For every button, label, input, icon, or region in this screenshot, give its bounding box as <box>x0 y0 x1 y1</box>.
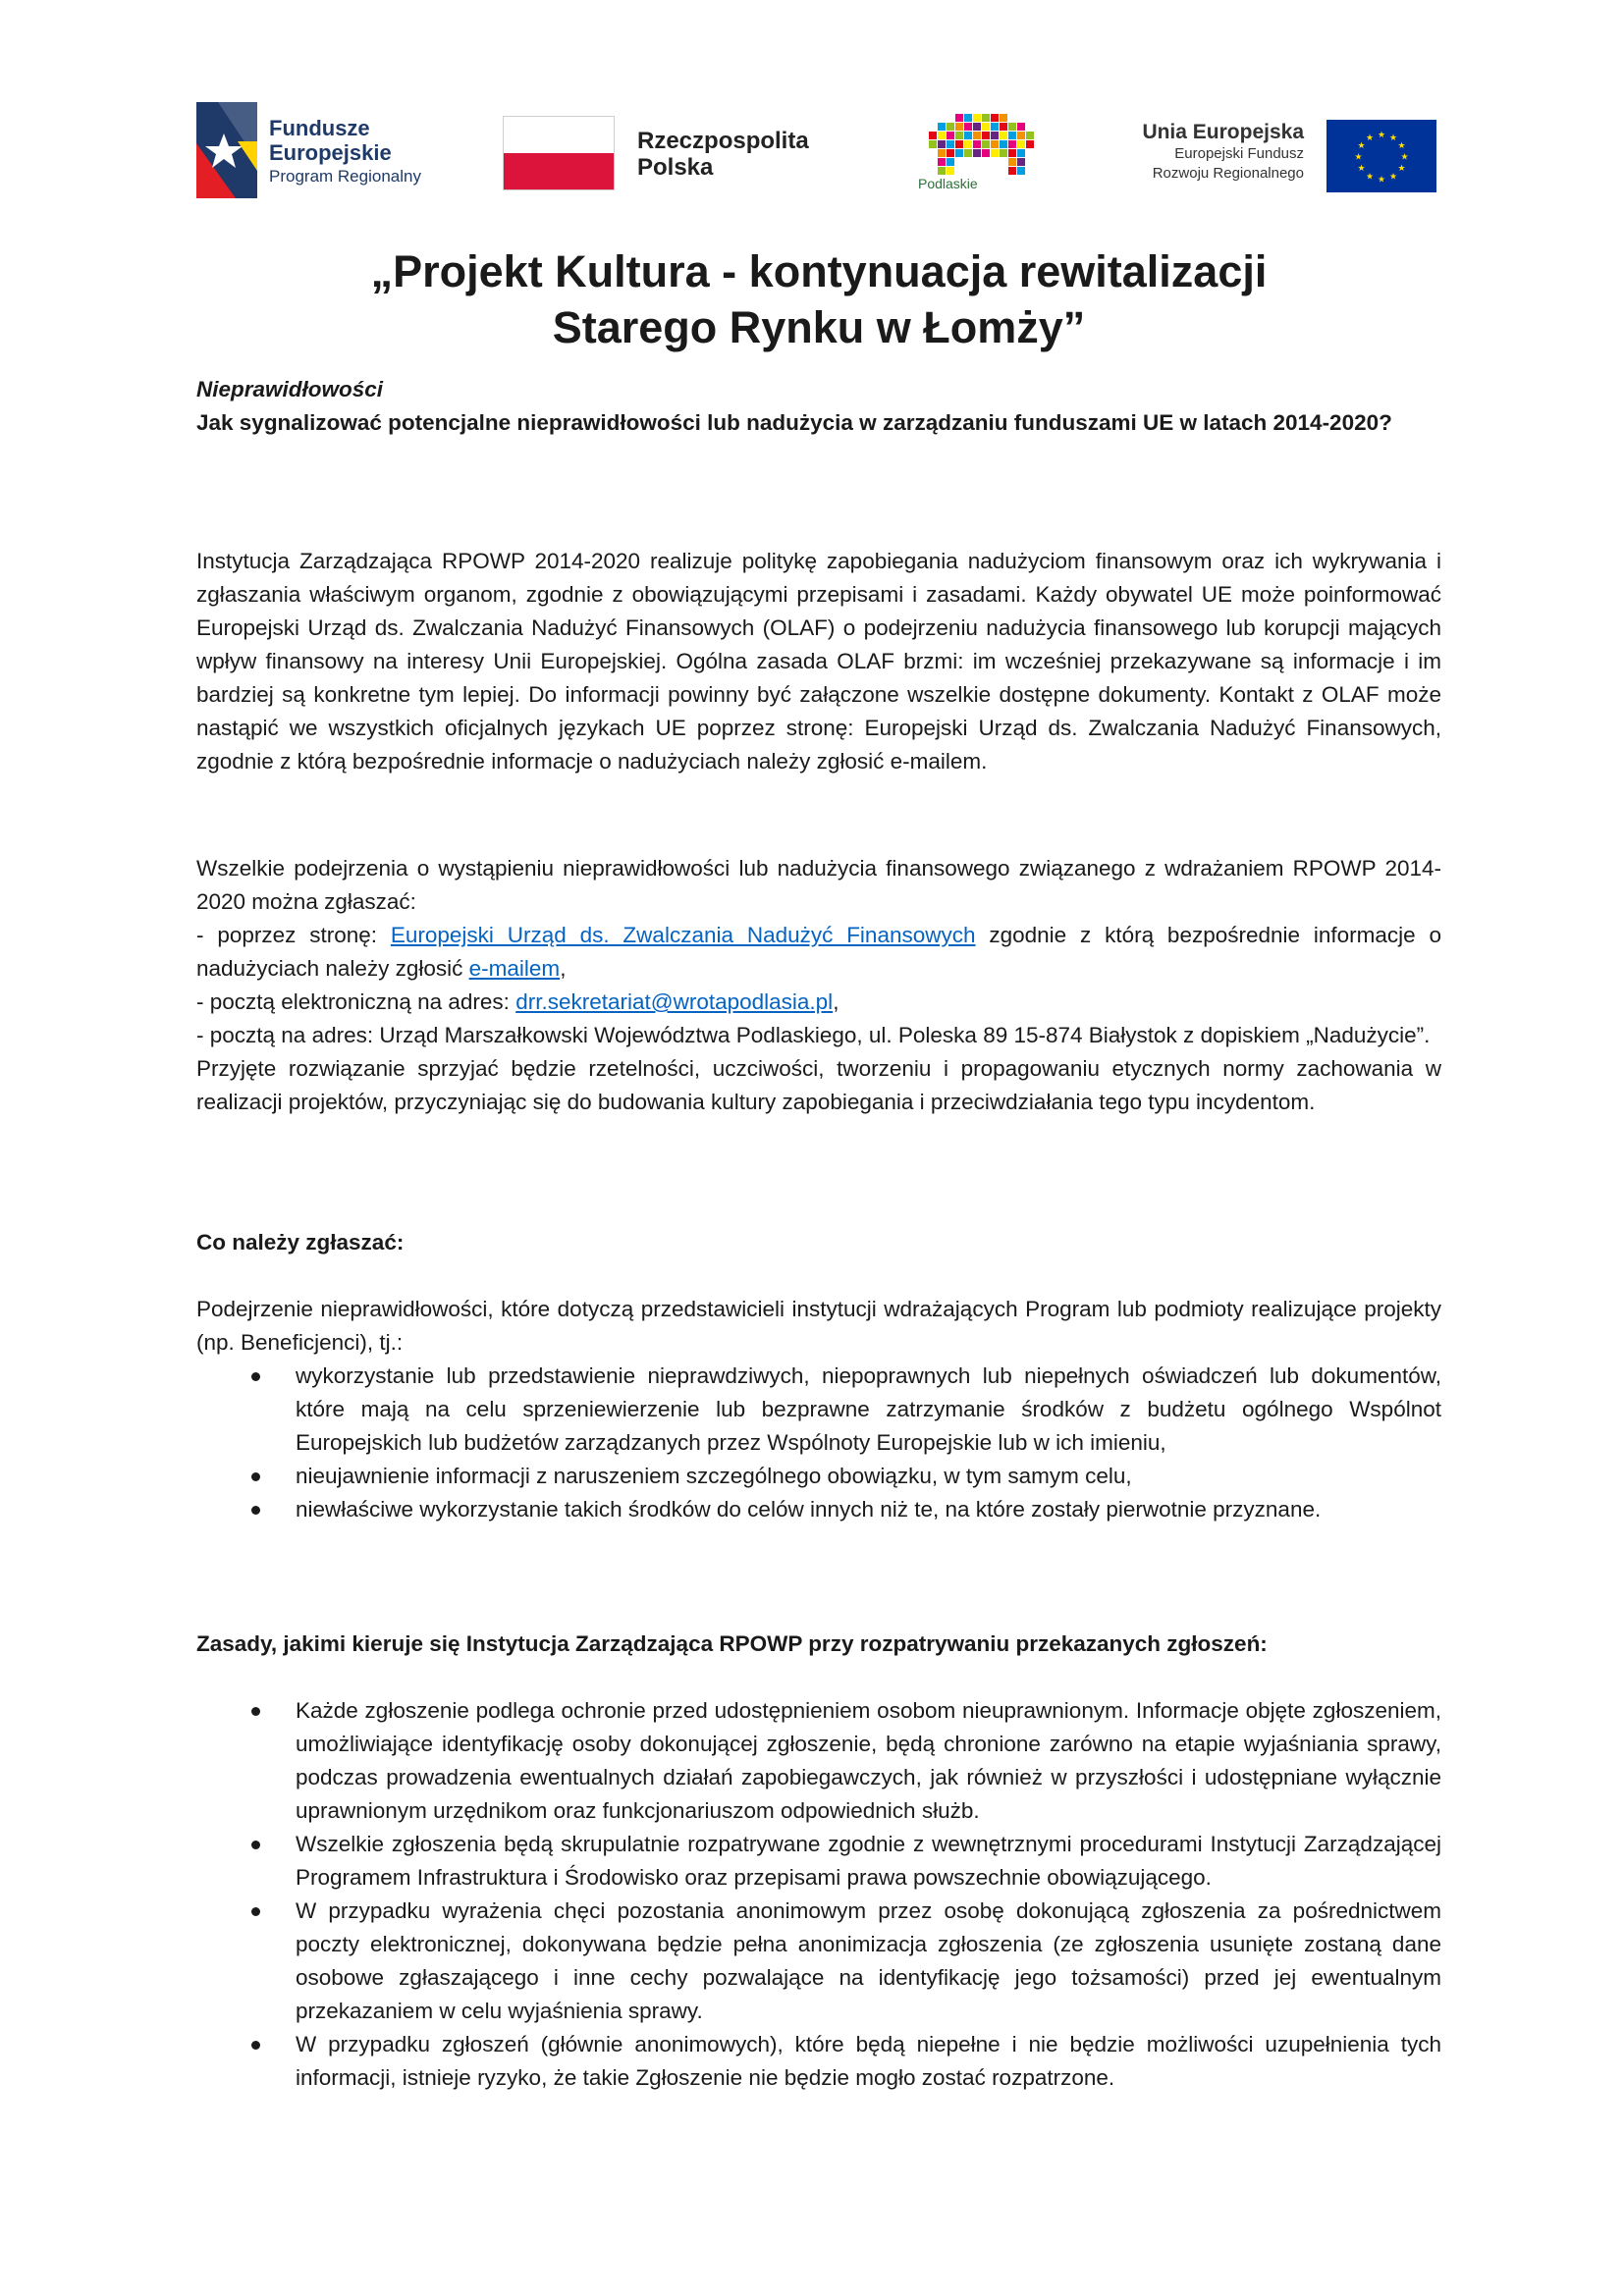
intro-paragraph: Instytucja Zarządzająca RPOWP 2014-2020 realizuje politykę zapobiegania nadużyciom finansowym oraz ich wykrywania i zgłaszania właściwym organom, zgodnie z obowiązującymi przepisami i zasadami. Każdy obywatel UE może poinformować Europejski Urząd ds. Zwalczania Nadużyć Finansowych (OLAF) o podejrzeniu nadużycia finansowego lub korupcji mających wpływ finansowy na interesy Unii Europejskiej. Ogólna zasada OLAF brzmi: im wcześniej przekazywane są informacje i im bardziej są konkretne tym lepiej. Do informacji powinny być załączone wszelkie dostępne dokumenty. Kontakt z OLAF może nastąpić we wszystkich oficjalnych językach UE poprzez stronę: Europejski Urząd ds. Zwalczania Nadużyć Finansowych, zgodnie z którą bezpośrednie informacje o nadużyciach należy zgłosić e-mailem. <box>196 549 1441 774</box>
ue-fund-line2: Rozwoju Regionalnego <box>1152 165 1304 182</box>
rzeczpospolita-polska-text <box>637 128 809 181</box>
title-line2: Starego Rynku w Łomży” <box>552 302 1086 352</box>
bullet-icon <box>251 1841 260 1849</box>
list-item <box>196 2028 1441 2095</box>
section-question: Jak sygnalizować potencjalne nieprawidłowości lub nadużycia w zarządzaniu funduszami UE w latach 2014-2020? <box>196 410 1392 435</box>
what-to-report-list <box>196 1360 1441 1526</box>
list-item-text: niewłaściwe wykorzystanie takich środków do celów innych niż te, na które zostały pierwotnie przyznane. <box>296 1497 1322 1522</box>
list-item <box>196 1360 1441 1460</box>
mail-prefix: - pocztą elektroniczną na adres: <box>196 989 516 1014</box>
title-line1: „Projekt Kultura - kontynuacja rewitalizacji <box>370 246 1268 296</box>
list-item <box>196 1460 1441 1493</box>
bullet-icon <box>251 1372 260 1381</box>
podlaskie-bison-icon <box>926 114 1042 177</box>
reporting-mail-line <box>196 986 1441 1019</box>
principles-heading-block <box>196 1628 1441 1661</box>
svg-text:★: ★ <box>1357 141 1366 151</box>
list-item-text: wykorzystanie lub przedstawienie nieprawdziwych, niepoprawnych lub niepełnych oświadczeń lub dokumentów, które mają na celu sprzeniewierzenie lub bezprawne zatrzymanie środków z budżetu ogólnego Wspólnot Europejskich lub budżetów zarządzanych przez Wspólnoty Europejskie lub w ich imieniu, <box>296 1363 1441 1455</box>
svg-text:★: ★ <box>1377 175 1386 186</box>
svg-text:★: ★ <box>1357 164 1366 174</box>
rp-line2: Polska <box>637 154 714 181</box>
podlaskie-logo <box>918 98 1051 206</box>
fe-program-label: Program Regionalny <box>269 167 421 186</box>
bullet-icon <box>251 2041 260 2050</box>
list-item <box>196 1493 1441 1526</box>
bullet-icon <box>251 1506 260 1515</box>
what-to-report-heading: Co należy zgłaszać: <box>196 1230 405 1255</box>
unia-europejska-text <box>1108 120 1304 184</box>
list-item <box>196 1895 1441 2028</box>
reporting-web-line <box>196 919 1441 986</box>
bullet-icon <box>251 1907 260 1916</box>
ue-fund-line1: Europejski Fundusz <box>1174 145 1304 162</box>
bullet-icon <box>251 1707 260 1716</box>
svg-text:★: ★ <box>1388 133 1398 143</box>
list-item-text: Wszelkie zgłoszenia będą skrupulatnie rozpatrywane zgodnie z wewnętrznymi procedurami Instytucji Zarządzającej Programem Infrastruktura i Środowisko oraz przepisami prawa powszechnie obowiązującego. <box>296 1832 1441 1890</box>
podlaskie-label: Podlaskie <box>918 176 978 191</box>
svg-text:★: ★ <box>1388 172 1398 183</box>
list-item-text: Każde zgłoszenie podlega ochronie przed udostępnieniem osobom nieuprawnionym. Informacje objęte zgłoszeniem, umożliwiające identyfikację osoby dokonującej zgłoszenie, będą chronione zarówno na etapie wyjaśniania sprawy, podczas prowadzenia ewentualnych działań zapobiegawczych, jak również w przyszłości i udostępniane wyłącznie uprawnionym urzędnikom oraz funkcjonariuszom odpowiednich służb. <box>296 1698 1441 1823</box>
ue-name: Unia Europejska <box>1142 121 1304 143</box>
web-end: , <box>560 956 567 981</box>
eu-flag-icon <box>1326 120 1436 192</box>
list-item <box>196 1828 1441 1895</box>
polish-flag-icon <box>503 116 615 190</box>
logo-bar <box>196 98 1441 206</box>
olaf-link[interactable]: Europejski Urząd ds. Zwalczania Nadużyć Finansowych <box>390 923 976 947</box>
svg-text:★: ★ <box>1365 133 1375 143</box>
reporting-closing: Przyjęte rozwiązanie sprzyjać będzie rzetelności, uczciwości, tworzeniu i propagowaniu etycznych normy zachowania w realizacji projektów, przyczyniając się do budowania kultury zapobiegania i przeciwdziałania tego typu incydentom. <box>196 1056 1441 1114</box>
section-label: Nieprawidłowości <box>196 377 384 401</box>
svg-text:★: ★ <box>1354 152 1363 163</box>
what-to-report-intro: Podejrzenie nieprawidłowości, które dotyczą przedstawicieli instytucji wdrażających Program lub podmioty realizujące projekty (np. Beneficjenci), tj.: <box>196 1297 1441 1355</box>
fe-name-line1: Fundusze <box>269 116 370 140</box>
rp-line1: Rzeczpospolita <box>637 128 809 154</box>
what-to-report-intro-block <box>196 1293 1441 1360</box>
list-item-text: W przypadku wyrażenia chęci pozostania anonimowym przez osobę dokonującą zgłoszenia za pośrednictwem poczty elektronicznej, dokonywana będzie pełna anonimizacja zgłoszenia (ze zgłoszenia usunięte zostaną dane osobowe zgłaszającego i inne cechy pozwalające na identyfikację jego tożsamości) przed jej ewentualnym przekazaniem w celu wyjaśnienia sprawy. <box>296 1898 1441 2023</box>
svg-text:★: ★ <box>1377 131 1386 140</box>
fundusze-europejskie-mark-icon <box>196 102 257 198</box>
unia-europejska-logo <box>1108 98 1441 206</box>
principles-heading: Zasady, jakimi kieruje się Instytucja Zarządzająca RPOWP przy rozpatrywaniu przekazanych zgłoszeń: <box>196 1631 1268 1656</box>
fundusze-europejskie-text <box>269 116 421 188</box>
svg-text:★: ★ <box>1397 164 1406 174</box>
mail-end: , <box>833 989 839 1014</box>
bullet-icon <box>251 1472 260 1481</box>
fe-name-line2: Europejskie <box>269 140 392 165</box>
svg-text:★: ★ <box>1365 172 1375 183</box>
rzeczpospolita-polska-logo <box>503 98 837 206</box>
list-item-text: W przypadku zgłoszeń (głównie anonimowych), które będą niepełne i nie będzie możliwości uzupełnienia tych informacji, istnieje ryzyko, że takie Zgłoszenie nie będzie mogło zostać rozpatrzone. <box>296 2032 1441 2090</box>
principles-list <box>196 1694 1441 2095</box>
mail-address-link[interactable]: drr.sekretariat@wrotapodlasia.pl <box>515 989 834 1014</box>
web-prefix: - poprzez stronę: <box>196 923 391 947</box>
list-item <box>196 1694 1441 1828</box>
reporting-block <box>196 852 1441 1119</box>
svg-text:★: ★ <box>1397 141 1406 151</box>
email-link[interactable]: e-mailem <box>468 956 561 981</box>
reporting-intro: Wszelkie podejrzenia o wystąpieniu nieprawidłowości lub nadużycia finansowego związanego z wdrażaniem RPOWP 2014-2020 można zgłaszać: <box>196 856 1441 914</box>
web-suffix: zgodnie z którą bezpośrednie informacje o nadużyciach należy zgłosić <box>196 923 1442 981</box>
section-heading <box>196 373 1441 440</box>
intro-block <box>196 545 1441 778</box>
what-to-report-heading-block <box>196 1226 1441 1259</box>
reporting-post-line: - pocztą na adres: Urząd Marszałkowski Województwa Podlaskiego, ul. Poleska 89 15-874 Białystok z dopiskiem „Nadużycie”. <box>196 1023 1431 1047</box>
fundusze-europejskie-logo <box>196 98 442 206</box>
document-title <box>196 243 1441 355</box>
list-item-text: nieujawnienie informacji z naruszeniem szczególnego obowiązku, w tym samym celu, <box>296 1464 1132 1488</box>
svg-text:★: ★ <box>1400 152 1409 163</box>
